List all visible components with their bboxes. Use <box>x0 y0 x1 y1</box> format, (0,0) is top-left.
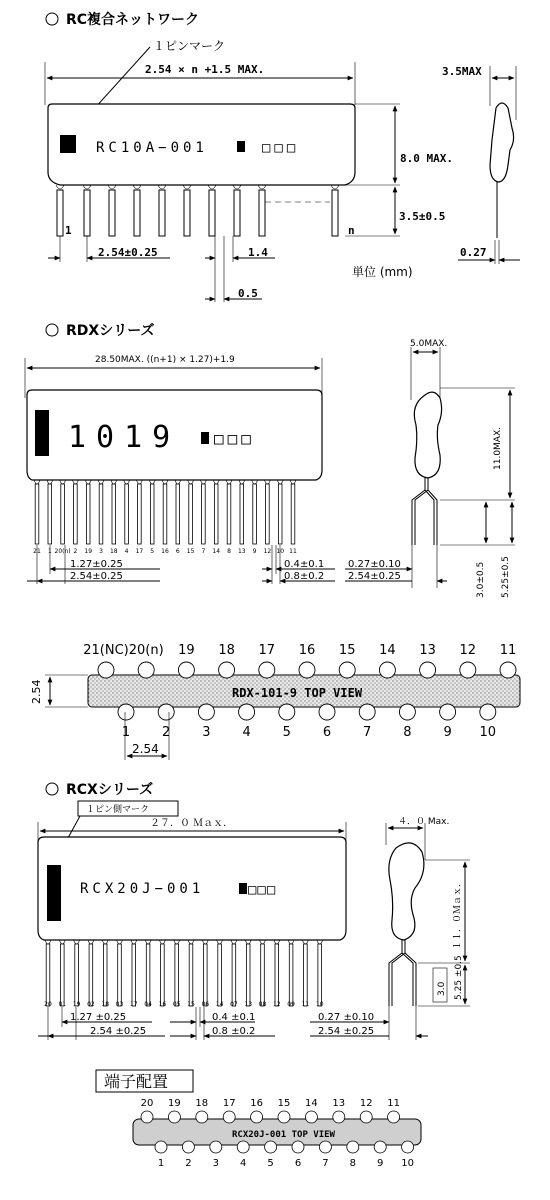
rcx-bottom-pin-label: 1 <box>157 1158 165 1169</box>
rcx-bottom-pin-label: 10 <box>401 1158 414 1169</box>
rcx-lead <box>146 944 150 1006</box>
rdx-pin-label: 4 <box>124 548 129 555</box>
rdx-top-view <box>30 643 520 760</box>
rcx-top-pin-label: 18 <box>195 1098 209 1109</box>
rdx-pin-label: 12 <box>263 548 272 555</box>
rcx-bottom-pin <box>347 1141 359 1153</box>
rcx-bottom-pin <box>210 1141 222 1153</box>
rcx-top-pin-label: 14 <box>305 1098 318 1109</box>
rdx-pin-label: 1 <box>47 548 52 555</box>
section-bullet-icon <box>46 783 58 795</box>
rcx-top-pin <box>223 1111 235 1123</box>
rdx-top-height-dim: 2.54 <box>30 679 43 704</box>
rdx-pin-label: 7 <box>201 548 206 555</box>
rc-section <box>45 11 520 302</box>
rdx-top-pin <box>299 662 315 678</box>
rdx-lead <box>48 484 52 544</box>
rcx-lead <box>46 944 50 1006</box>
rdx-lead <box>278 484 282 544</box>
rdx-pitch-half-dim: 1.27±0.25 <box>70 559 123 570</box>
rdx-top-pin <box>178 662 194 678</box>
rdx-lead <box>35 484 39 544</box>
rc-title: RC複合ネットワーク <box>66 12 200 28</box>
rdx-pin-w-dim: 0.8±0.2 <box>284 571 325 582</box>
rdx-bottom-pin <box>158 704 174 720</box>
rdx-bottom-pin <box>118 704 134 720</box>
rc-lead <box>57 190 63 236</box>
rcx-bottom-pin <box>319 1141 331 1153</box>
rc-height-dim: 8.0 MAX. <box>400 152 453 165</box>
rcx-lead <box>232 944 236 1006</box>
rdx-width-dim: 28.50MAX. ((n+1) × 1.27)+1.9 <box>95 355 235 365</box>
rdx-top-pin <box>98 662 114 678</box>
rcx-top-pin <box>196 1111 208 1123</box>
rcx-pin-label: 01 <box>58 1001 67 1008</box>
rcx-top-pin <box>168 1111 180 1123</box>
rdx-lead-dim-a: 3.0±0.5 <box>476 561 486 598</box>
rcx-pin-label: 15 <box>187 1001 195 1008</box>
rdx-lead <box>150 484 154 544</box>
rdx-lead <box>138 484 142 544</box>
rcx-top-pin-label: 12 <box>359 1098 373 1109</box>
rdx-bottom-pin <box>198 704 214 720</box>
rdx-bottom-pin-label: 4 <box>242 725 251 740</box>
rdx-pin-label: 14 <box>212 548 221 555</box>
rdx-pin-label: 11 <box>289 548 297 555</box>
rcx-thick-dim: ４．０ Max. <box>398 817 450 827</box>
rdx-lead-w-dim: 0.4±0.1 <box>284 559 325 570</box>
rdx-lead <box>125 484 129 544</box>
rdx-bottom-pin-label: 9 <box>443 725 452 740</box>
rc-lead <box>234 190 240 236</box>
rdx-pin-label: 16 <box>161 548 169 555</box>
rcx-lead-dim-b: 5.25 ±0.5 <box>454 955 464 1000</box>
rdx-bottom-pin-label: 10 <box>479 725 497 740</box>
rdx-pin-label: 3 <box>99 548 103 555</box>
rcx-top-pin-label: 15 <box>277 1098 291 1109</box>
rdx-top-pin-label: 16 <box>298 643 316 658</box>
rc-lead-t-dim: 0.27 <box>460 246 487 259</box>
rcx-pin-label: 17 <box>129 1001 138 1008</box>
rcx-lead-dim-a: 3.0 <box>437 981 447 996</box>
rdx-top-pin-label: 11 <box>499 643 517 658</box>
rcx-pin-label: 07 <box>230 1001 238 1008</box>
rdx-bottom-pin-label: 2 <box>162 725 171 740</box>
rcx-lead-pitch-dim: 2.54 ±0.25 <box>318 1026 375 1037</box>
rcx-pitch-half-dim: 1.27 ±0.25 <box>70 1012 127 1023</box>
rdx-lead <box>99 484 103 544</box>
rcx-pin1-mark-label: １ピン側マーク <box>86 805 150 815</box>
rc-lead <box>109 190 115 236</box>
rdx-top-pin <box>379 662 395 678</box>
rcx-bottom-pin <box>155 1141 167 1153</box>
rcx-pin1-mark <box>47 865 61 921</box>
rdx-bottom-pin <box>239 704 255 720</box>
rdx-lead <box>227 484 231 544</box>
rcx-pin-label: 18 <box>101 1001 110 1008</box>
rcx-bottom-pin <box>292 1141 304 1153</box>
rcx-top-pin-label: 13 <box>332 1098 346 1109</box>
rdx-bottom-pin <box>359 704 375 720</box>
rcx-pin-label: 14 <box>215 1001 224 1008</box>
rdx-pin-label: 15 <box>186 548 195 555</box>
rdx-top-pin <box>259 662 275 678</box>
rcx-pin-label: 06 <box>201 1001 210 1008</box>
rdx-title: RDXシリーズ <box>66 323 155 339</box>
rdx-section <box>25 323 515 598</box>
rdx-top-pin-label: 19 <box>178 643 195 658</box>
rdx-pin1-mark <box>35 410 49 456</box>
rdx-bottom-pin <box>440 704 456 720</box>
rdx-lead <box>176 484 180 544</box>
rc-lead-w-dim: 0.5 <box>238 287 258 300</box>
rdx-bottom-pin <box>319 704 335 720</box>
rdx-lead <box>214 484 218 544</box>
rcx-pin-label: 13 <box>244 1001 253 1008</box>
rdx-lead <box>61 484 65 544</box>
rdx-height-dim: 11.0MAX. <box>493 427 503 470</box>
rcx-top-label: RCX20J-001 TOP VIEW <box>232 1130 335 1140</box>
rdx-bottom-pin-label: 1 <box>121 725 131 740</box>
rc-side-profile <box>490 103 514 182</box>
rcx-top-pin-label: 20 <box>140 1098 154 1109</box>
rcx-bottom-pin-label: 9 <box>377 1158 384 1169</box>
rc-lead <box>159 190 165 236</box>
rcx-top-pin <box>278 1111 290 1123</box>
rdx-pin-label: 6 <box>175 548 180 555</box>
rcx-pin-label: 08 <box>258 1001 267 1008</box>
rdx-marking-suffix: □□□ <box>214 429 255 448</box>
rc-pin-last: n <box>348 224 355 237</box>
rcx-top-pin <box>305 1111 317 1123</box>
rdx-lead-pitch-dim: 2.54±0.25 <box>348 571 401 582</box>
rdx-pin-label: 5 <box>150 548 155 555</box>
rdx-top-pin <box>339 662 355 678</box>
rcx-top-pin <box>388 1111 400 1123</box>
rc-pin1-mark <box>60 135 76 153</box>
rdx-top-label: RDX-101-9 TOP VIEW <box>232 686 363 700</box>
rdx-side-profile <box>414 392 441 478</box>
rdx-top-pin-label: 15 <box>338 643 356 658</box>
rdx-top-pin <box>500 662 516 678</box>
rcx-bottom-pin <box>182 1141 194 1153</box>
rdx-pin-label: 18 <box>109 548 118 555</box>
rcx-pin-label: 10 <box>315 1001 324 1008</box>
rcx-bottom-pin <box>374 1141 386 1153</box>
rcx-top-pin <box>141 1111 153 1123</box>
rcx-bottom-pin <box>402 1141 414 1153</box>
rcx-top-pin-label: 11 <box>387 1098 400 1109</box>
rdx-pin-label: 13 <box>237 548 246 555</box>
rdx-marking: 1019 <box>68 420 181 455</box>
rcx-title: RCXシリーズ <box>66 782 154 798</box>
rcx-lead <box>204 944 208 1006</box>
rcx-pin-label: 03 <box>115 1001 124 1008</box>
rcx-bottom-pin-label: 5 <box>267 1158 274 1169</box>
rdx-lead <box>189 484 193 544</box>
rdx-pin-label: 8 <box>227 548 231 555</box>
rdx-lead <box>86 484 90 544</box>
rc-lead <box>332 190 338 236</box>
rdx-bottom-pin-label: 5 <box>282 725 291 740</box>
rdx-bottom-pin-label: 6 <box>322 725 332 740</box>
rcx-top-pin-label: 16 <box>250 1098 263 1109</box>
rc-marking-suffix: □□□ <box>262 140 300 156</box>
rc-thick-dim: 3.5MAX <box>442 65 482 78</box>
rcx-bottom-pin-label: 6 <box>294 1158 302 1169</box>
rdx-bottom-pin <box>279 704 295 720</box>
rc-lead <box>209 190 215 236</box>
rdx-lead <box>291 484 295 544</box>
rdx-lead <box>112 484 116 544</box>
rdx-bottom-pin-label: 3 <box>202 725 211 740</box>
rdx-bottom-pin-label: 8 <box>403 725 412 740</box>
rc-unit: 単位 (mm) <box>352 265 413 279</box>
rcx-lead <box>89 944 93 1006</box>
rcx-pin-label: 20 <box>44 1001 52 1008</box>
rdx-thick-dim: 5.0MAX. <box>410 339 448 349</box>
rdx-top-pin-label: 14 <box>379 643 396 658</box>
rdx-pitch-dim: 2.54±0.25 <box>70 571 123 582</box>
rc-lead <box>259 190 265 236</box>
rcx-pin-label: 11 <box>301 1001 310 1008</box>
rcx-pin-label: 19 <box>72 1001 81 1008</box>
rcx-pin-label: 12 <box>272 1001 281 1008</box>
rdx-pin-label: 2 <box>73 548 78 555</box>
rc-pitch-dim: 2.54±0.25 <box>98 246 158 259</box>
rcx-marking-suffix: □□□ <box>248 882 277 898</box>
rcx-top-pin <box>251 1111 263 1123</box>
section-bullet-icon <box>46 13 58 25</box>
rdx-bottom-pin-label: 7 <box>363 725 372 740</box>
rcx-top-pin-label: 17 <box>222 1098 236 1109</box>
rdx-pin-label: 17 <box>135 548 144 555</box>
rcx-top-title: 端子配置 <box>104 1072 169 1091</box>
rdx-pin-label: 21 <box>33 548 41 555</box>
rc-pin-first: 1 <box>65 224 72 237</box>
rcx-pin-label: 02 <box>87 1001 95 1008</box>
rcx-lead <box>189 944 193 1006</box>
rcx-lead-t-dim: 0.27 ±0.10 <box>318 1012 375 1023</box>
rcx-bottom-pin-label: 7 <box>322 1158 329 1169</box>
rcx-pin-label: 04 <box>144 1001 152 1008</box>
rcx-bottom-pin-label: 4 <box>240 1158 247 1169</box>
rdx-lead <box>240 484 244 544</box>
rdx-mark-square <box>201 432 209 444</box>
rc-mark-square <box>237 141 245 152</box>
rcx-height-dim: １１．０Ｍａｘ． <box>453 877 463 950</box>
rcx-pin-label: 09 <box>287 1001 295 1008</box>
rdx-lead <box>163 484 167 544</box>
rcx-bottom-pin <box>265 1141 277 1153</box>
rdx-pin-label: 20(n) <box>54 548 71 555</box>
rcx-bottom-pin-label: 3 <box>212 1158 219 1169</box>
rcx-mark-square <box>239 883 247 894</box>
rdx-top-pin-label: 12 <box>459 643 477 658</box>
rcx-bottom-pin <box>237 1141 249 1153</box>
rdx-top-pin <box>219 662 235 678</box>
rcx-pin-w-dim: 0.8 ±0.2 <box>212 1026 256 1037</box>
rdx-pin-label: 10 <box>276 548 285 555</box>
rdx-pin-label: 9 <box>252 548 257 555</box>
section-bullet-icon <box>46 324 58 336</box>
rcx-section <box>38 782 470 1040</box>
rcx-top-view <box>96 1070 421 1169</box>
rc-lead <box>184 190 190 236</box>
rcx-lead <box>289 944 293 1006</box>
rdx-pin-label: 19 <box>84 548 93 555</box>
rdx-lead <box>266 484 270 544</box>
rdx-top-pin-label: 21(NC) <box>83 643 129 658</box>
rc-lead <box>84 190 90 236</box>
rdx-top-pin <box>420 662 436 678</box>
rdx-bottom-pin <box>480 704 496 720</box>
rcx-pin-label: 05 <box>172 1001 181 1008</box>
rcx-marking: RCX20J−001 <box>80 881 205 897</box>
rc-width-dim: 2.54 × n +1.5 MAX. <box>145 63 265 76</box>
rc-pin1-mark-label: １ピンマーク <box>153 39 226 53</box>
rcx-bottom-pin-label: 8 <box>349 1158 356 1169</box>
rcx-lead <box>61 944 65 1006</box>
rdx-top-pin-label: 20(n) <box>128 643 164 658</box>
rcx-top-pin-label: 19 <box>168 1098 181 1109</box>
rc-lead-dim: 3.5±0.5 <box>399 210 446 223</box>
rcx-pitch-dim: 2.54 ±0.25 <box>90 1026 147 1037</box>
rdx-top-pin-label: 17 <box>258 643 276 658</box>
rdx-lead-t-dim: 0.27±0.10 <box>348 559 401 570</box>
rdx-top-pitch-dim: 2.54 <box>132 742 159 756</box>
rcx-side-profile <box>389 843 424 940</box>
rdx-lead <box>74 484 78 544</box>
rcx-top-pin <box>360 1111 372 1123</box>
rc-marking: RC10A−001 <box>96 140 208 156</box>
rcx-top-pin <box>333 1111 345 1123</box>
rdx-top-pin <box>460 662 476 678</box>
rdx-top-pin <box>138 662 154 678</box>
rcx-width-dim: ２７．０ Ｍａｘ． <box>150 818 234 829</box>
rdx-lead-dim-b: 5.25±0.5 <box>501 556 511 598</box>
rc-lead <box>134 190 140 236</box>
rdx-bottom-pin <box>399 704 415 720</box>
rdx-top-pin-label: 13 <box>419 643 436 658</box>
rcx-lead-w-dim: 0.4 ±0.1 <box>212 1012 256 1023</box>
rcx-bottom-pin-label: 2 <box>185 1158 192 1169</box>
rcx-pin-label: 16 <box>158 1001 167 1008</box>
rdx-lead <box>202 484 206 544</box>
rdx-lead <box>253 484 257 544</box>
rc-pin-w-dim: 1.4 <box>248 246 268 259</box>
rdx-top-pin-label: 18 <box>218 643 235 658</box>
